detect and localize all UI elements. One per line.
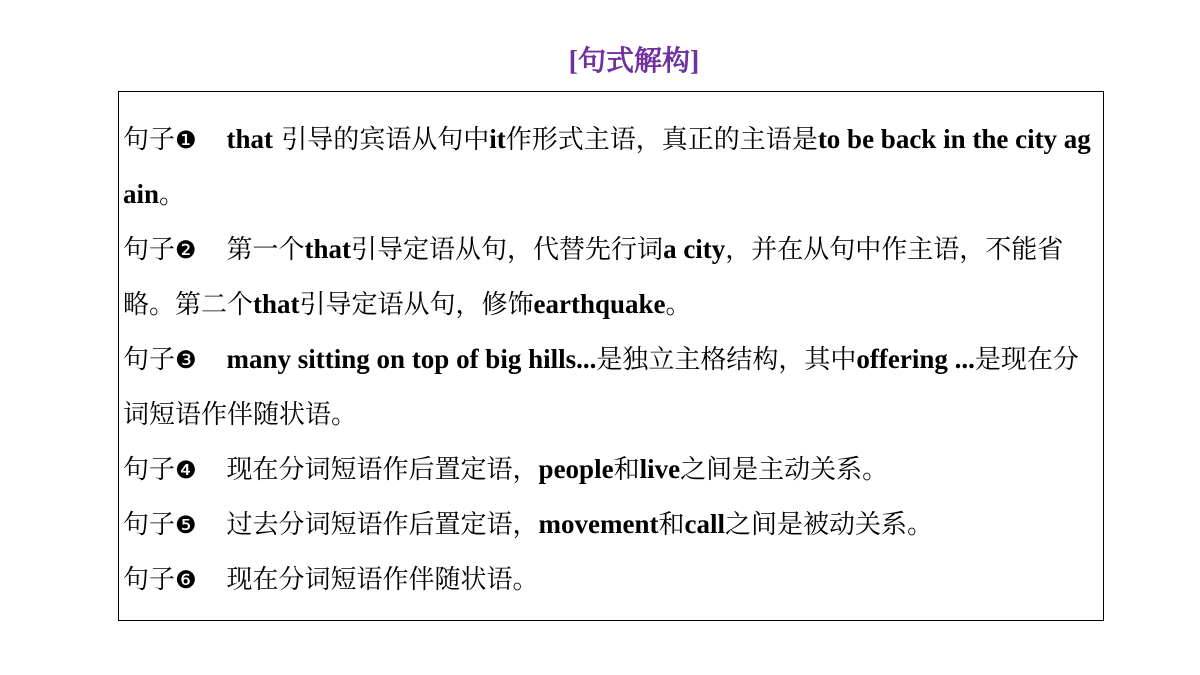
english-term: live [639, 454, 681, 484]
explanation-text: 现在分词短语作后置定语， [226, 455, 539, 485]
sentence-label: 句子 [123, 455, 176, 485]
sentence-label: 句子 [123, 235, 176, 265]
english-term: earthquake [533, 289, 666, 319]
explanation-text: 作形式主语，真正的主语是 [505, 125, 818, 155]
explanation-text: 。 [665, 290, 692, 320]
sentence-label: 句子 [123, 510, 176, 540]
sentence-item [123, 497, 1099, 552]
explanation-text: 和 [658, 510, 685, 540]
sentence-item [123, 442, 1099, 497]
sentence-number: ❹ [175, 456, 197, 484]
english-term: it [489, 124, 506, 154]
explanation-text: 引导定语从句，代替先行词 [351, 235, 664, 265]
explanation-text: 。 [159, 180, 186, 210]
sentence-item [123, 112, 1099, 222]
explanation-text: 之间是主动关系。 [680, 455, 889, 485]
english-term: people [538, 454, 614, 484]
explanation-text: 之间是被动关系。 [725, 510, 934, 540]
english-term: that [226, 124, 274, 154]
english-term: that [253, 289, 300, 319]
sentence-label: 句子 [123, 345, 176, 375]
sentence-number: ❸ [175, 346, 197, 374]
english-term: to be back in the city again [123, 124, 1091, 209]
sentence-number: ❺ [175, 511, 197, 539]
explanation-text: 现在分词短语作伴随状语。 [226, 565, 539, 595]
explanation-text: ，并在从句中作主语，不能省略。第二个 [123, 235, 1064, 320]
explanation-text: 引导定语从句，修饰 [299, 290, 534, 320]
explanation-text: 和 [613, 455, 640, 485]
sentence-item [123, 552, 1099, 607]
sentence-label: 句子 [123, 125, 176, 155]
explanation-text: 引导的宾语从句中 [273, 125, 490, 155]
sentence-number: ❻ [175, 566, 197, 594]
explanation-text: 是现在分词短语作伴随状语。 [123, 345, 1079, 430]
explanation-text: 过去分词短语作后置定语， [226, 510, 539, 540]
sentence-label: 句子 [123, 565, 176, 595]
english-term: offering ... [856, 344, 975, 374]
sentence-number: ❶ [175, 126, 197, 154]
english-term: movement [538, 509, 659, 539]
explanation-box [118, 91, 1104, 621]
english-term: that [304, 234, 352, 264]
english-term: call [684, 509, 726, 539]
explanation-text: 是独立主格结构，其中 [596, 345, 857, 375]
english-term: a city [663, 234, 726, 264]
sentence-item [123, 222, 1099, 332]
explanation-text: 第一个 [226, 235, 305, 265]
english-term: many sitting on top of big hills... [226, 344, 597, 374]
section-heading: [句式解构] [568, 46, 700, 77]
sentence-number: ❷ [175, 236, 197, 264]
sentence-item [123, 332, 1099, 442]
sentence-list [123, 112, 1099, 607]
